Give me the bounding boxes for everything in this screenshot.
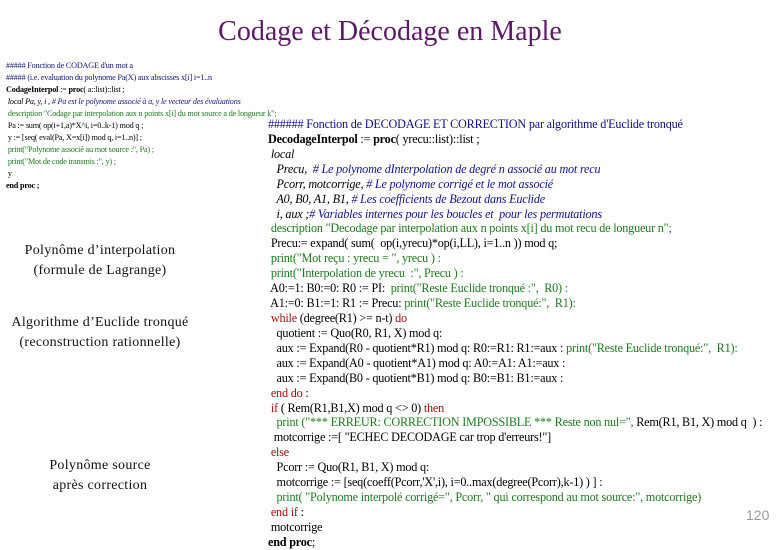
code-segment: # Les coefficients de Bezout dans Euclide	[351, 191, 545, 206]
code-segment: aux := Expand(A0 - quotient*A1) mod q: A0:=A1: A1:=aux :	[268, 355, 566, 370]
code-line	[6, 96, 276, 108]
code-segment: local Pa, y, i ,	[6, 97, 52, 106]
code-segment: DecodageInterpol	[268, 131, 358, 146]
code-segment: Rem(R1, B1, X) mod q ) :	[636, 415, 763, 430]
code-line	[268, 281, 762, 296]
codage-code-block	[6, 60, 276, 192]
code-segment: if	[268, 400, 278, 415]
code-line	[268, 117, 762, 132]
code-segment: proc	[68, 85, 84, 94]
code-segment: ##### Fonction de CODAGE d'un mot a	[6, 61, 133, 70]
code-segment: y	[6, 169, 12, 178]
decodage-code-block	[268, 117, 762, 550]
code-line	[6, 84, 276, 96]
code-segment: print("Mot reçu : yrecu = ", yrecu ) :	[268, 251, 441, 266]
label-source	[0, 456, 200, 496]
code-line	[268, 415, 762, 430]
code-segment: A0, B0, A1, B1,	[268, 191, 352, 206]
code-segment: # Pa est le polynome associé à a, y le vecteur des évaluations	[51, 97, 241, 106]
code-segment: Precu,	[268, 161, 313, 176]
code-line	[268, 147, 762, 162]
code-segment: ;	[311, 534, 316, 549]
code-segment: (degree(R1) >= n-t)	[296, 310, 396, 325]
code-segment: print( "Polynome interpolé corrigé=", Pcorr, " qui correspond au mot source:", motcorrige)	[268, 490, 702, 505]
code-segment: local	[268, 146, 295, 161]
code-segment: CodageInterpol	[6, 85, 59, 94]
code-segment: end proc	[268, 534, 312, 549]
code-line	[268, 490, 762, 505]
code-segment: # Variables internes pour les boucles et pour les permutations	[309, 206, 602, 221]
code-segment: :	[297, 504, 304, 519]
code-segment: ( yrecu::list)::list ;	[395, 131, 480, 146]
code-segment: print("Polynome associé au mot source :", Pa) ;	[6, 145, 154, 154]
code-segment: print("Interpolation de yrecu :", Precu ) :	[268, 266, 464, 281]
code-line	[6, 168, 276, 180]
code-segment: :	[302, 385, 309, 400]
code-segment: end if	[268, 504, 298, 519]
code-segment: :=	[58, 85, 69, 94]
code-line	[268, 430, 762, 445]
code-line	[268, 386, 762, 401]
code-line	[268, 356, 762, 371]
code-segment: description "Decodage par interpolation aux n points x[i] du mot recu de longueur n";	[268, 221, 672, 236]
code-segment: aux := Expand(R0 - quotient*R1) mod q: R0:=R1: R1:=aux :	[268, 340, 567, 355]
label-line: Polynôme d’interpolation	[24, 243, 176, 258]
code-segment: Pa := sum( op(i+1,a)*X^i, i=0..k-1) mod q ;	[6, 121, 144, 130]
page-number: 120	[746, 507, 770, 523]
code-segment: Pcorr := Quo(R1, B1, X) mod q:	[268, 460, 430, 475]
code-segment: print("Mot de code transmis :", y) ;	[6, 157, 116, 166]
code-line	[6, 144, 276, 156]
code-line	[6, 108, 276, 120]
code-segment: quotient := Quo(R0, R1, X) mod q:	[268, 325, 443, 340]
label-line: (reconstruction rationnelle)	[19, 335, 181, 350]
code-segment: # Le polynome corrigé et le mot associé	[366, 176, 553, 191]
code-segment: y := [seq( eval(Pa, X=x[i]) mod q, i=1..n)] ;	[6, 133, 142, 142]
code-line	[268, 401, 762, 416]
label-interpolation	[0, 241, 200, 281]
code-segment: else	[268, 445, 289, 460]
code-line	[268, 326, 762, 341]
code-segment: motcorrige	[268, 519, 323, 534]
code-line	[268, 460, 762, 475]
code-segment: # Le polynome dInterpolation de degré n associé au mot recu	[312, 161, 601, 176]
code-line	[6, 132, 276, 144]
code-line	[268, 207, 762, 222]
code-line	[268, 341, 762, 356]
code-line	[268, 505, 762, 520]
code-line	[268, 445, 762, 460]
code-segment: ( a::list)::list ;	[83, 85, 125, 94]
slide-title: Codage et Décodage en Maple	[218, 16, 562, 47]
code-line	[268, 371, 762, 386]
code-line	[6, 180, 276, 192]
code-segment: end proc ;	[6, 181, 40, 190]
code-segment: ##### (i.e. evaluation du polynome Pa(X) aux abscisses x[i] i=1..n	[6, 73, 212, 82]
label-line: après correction	[52, 478, 148, 493]
code-segment: description "Codage par interpolation aux n points x[i] du mot source a de longueur k";	[6, 109, 277, 118]
code-line	[268, 475, 762, 490]
code-line	[6, 120, 276, 132]
code-line	[268, 535, 762, 550]
code-segment: ( Rem(R1,B1,X) mod q <> 0)	[277, 400, 424, 415]
code-segment: end do	[268, 385, 303, 400]
code-segment: aux := Expand(B0 - quotient*B1) mod q: B0:=B1: B1:=aux :	[268, 370, 564, 385]
code-segment: then	[423, 400, 445, 415]
code-line	[268, 236, 762, 251]
code-segment: motcorrige :=[ "ECHEC DECODAGE car trop d'erreurs!"]	[268, 430, 552, 445]
code-segment: Precu:= expand( sum( op(i,yrecu)*op(i,LL), i=1..n )) mod q;	[268, 236, 558, 251]
code-line	[268, 520, 762, 535]
label-line: (formule de Lagrange)	[33, 263, 167, 278]
code-line	[268, 162, 762, 177]
label-line: Algorithme d’Euclide tronqué	[11, 315, 189, 330]
code-line	[268, 221, 762, 236]
code-segment: while	[268, 310, 297, 325]
code-segment: :=	[357, 131, 374, 146]
code-segment: i, aux ;	[268, 206, 310, 221]
code-segment: Pcorr, motcorrige,	[268, 176, 367, 191]
code-segment: motcorrige := [seq(coeff(Pcorr,'X',i), i=0..max(degree(Pcorr),k-1) ) ] :	[268, 475, 603, 490]
code-segment: print("Reste Euclide tronqué :", R0) :	[390, 281, 568, 296]
code-segment: print("Reste Euclide tronqué:", R1):	[404, 296, 576, 311]
code-segment: print("Reste Euclide tronqué:", R1):	[566, 340, 738, 355]
code-line	[268, 251, 762, 266]
code-segment: A0:=1: B0:=0: R0 := PI:	[268, 281, 391, 296]
code-segment: do	[395, 310, 407, 325]
code-line	[6, 72, 276, 84]
code-segment: A1:=0: B1:=1: R1 := Precu:	[268, 296, 405, 311]
code-line	[268, 177, 762, 192]
code-segment: print ("*** ERREUR: CORRECTION IMPOSSIBLE *** Reste non nul=",	[268, 415, 637, 430]
code-line	[268, 296, 762, 311]
label-euclide	[0, 313, 200, 353]
code-line	[268, 192, 762, 207]
code-line	[6, 156, 276, 168]
code-segment: ###### Fonction de DECODAGE ET CORRECTION par algorithme d'Euclide tronqué	[268, 117, 683, 131]
code-line	[268, 311, 762, 326]
code-segment: proc	[373, 131, 396, 146]
label-line: Polynôme source	[49, 458, 151, 473]
code-line	[6, 60, 276, 72]
code-line	[268, 132, 762, 147]
code-line	[268, 266, 762, 281]
